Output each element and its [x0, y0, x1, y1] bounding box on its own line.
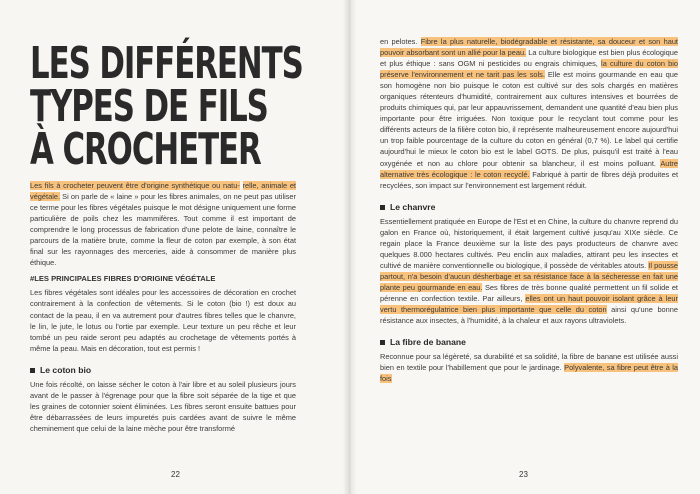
body-text: Ses fibres de très bonne qualité permettent un fil solide et pérenne en confection textile. Par ailleurs, [380, 282, 678, 304]
banane-heading-label: La fibre de banane [390, 337, 466, 348]
highlighted-text: Polyvalente, sa fibre peut être à la fois [380, 363, 679, 384]
intro-paragraph [30, 180, 296, 268]
highlighted-text: relle, animale et végétale. [30, 181, 296, 202]
banane-heading [380, 337, 678, 348]
square-bullet-icon [380, 205, 385, 210]
square-bullet-icon [30, 368, 35, 373]
body-text: Si on parle de « laine » pour les fibres animales, on ne peut pas utiliser ce terme pour les fibres végétales puisque le mot désigne uniquement une forme particulière de poils chez les mammifères. Tout comme il est important de comprendre le long processus de fabrication d'une pelote de laine, connaître le parcours de la matière brute, comme la fleur de coton par exemple, à son état final sur les rayonnages des merceries, aide à consommer de manière plus éthique. [30, 192, 296, 268]
chanvre-paragraph [380, 216, 678, 326]
coton-paragraph: Une fois récolté, on laisse sécher le coton à l'air libre et au soleil plusieurs jours avant de le passer à l'égrenage pour que la fibre soit séparée de la tige et que les graines de cotonnier soient éliminées. Les fibres seront ensuite battues pour être débarrassées de leurs impuretés puis cardées avant de suivre le même cheminement que celui de la laine mèche pour être transformé [30, 379, 296, 433]
highlighted-text: Il pousse partout, n'a besoin d'aucun désherbage et sa résistance face à la sécheresse en fait une plante peu gourmande en eau. [380, 260, 678, 292]
highlighted-text: la culture du coton bio préserve l'environnement et ne tarit pas les sols. [380, 59, 678, 80]
page-number: 22 [171, 470, 180, 479]
highlighted-text: Les fils à crocheter peuvent être d'origine synthétique ou natu- [30, 181, 240, 190]
right-page [350, 0, 700, 494]
title-line-3: À CROCHETER [30, 124, 261, 175]
left-text-column [30, 180, 296, 434]
body-text: La culture biologique est bien plus écologique et plus éthique : sans OGM ni pesticides ou engrais chimiques, [380, 48, 678, 69]
banane-paragraph [380, 351, 678, 384]
chanvre-heading-label: Le chanvre [390, 201, 436, 212]
highlighted-text: Autre alternative très écologique : le coton recyclé. [380, 158, 678, 179]
page-number: 23 [519, 470, 528, 479]
page-title [30, 38, 303, 175]
title-line-2: TYPES DE FILS [30, 81, 268, 132]
chanvre-heading [380, 202, 678, 213]
highlighted-text: Fibre la plus naturelle, biodégradable et résistante, sa douceur et son haut pouvoir absorbant sont un allié pour la peau. [380, 37, 678, 58]
body-text: ainsi qu'une bonne résistance aux insectes, à l'humidité, à la chaleur et aux rayons ultraviolets. [380, 305, 678, 326]
body-text: Reconnue pour sa légèreté, sa durabilité et sa solidité, la fibre de banane est utilisée aussi bien en textile pour l'habillement que pour le jardinage. [380, 352, 678, 373]
coton-continued-paragraph [380, 36, 678, 191]
section-subheading: #LES PRINCIPALES FIBRES D'ORIGINE VÉGÉTALE [30, 274, 216, 284]
square-bullet-icon [380, 340, 385, 345]
title-line-1: LES DIFFÉRENTS [30, 38, 303, 89]
body-text: Fabriqué à partir de fibres déjà produites et recyclées, son impact sur l'environnement est largement réduit. [380, 169, 678, 190]
body-text: Elle est moins gourmande en eau que son homogène non bio puisque le coton est cultivé sur des sols chargés en matières organiques rétenteurs d'humidité, contrairement aux cultures intensives et bourrées de produits chimiques qui, par leur appauvrissement, demandent une quantité d'eau bien plus importante pour être irriguées. Non toxique pour le recyclant tout comme pour les différents acteurs de la filière coton bio, il représente malheureusement encore aujourd'hui un trop faible pourcentage de la culture du coton en général (0,7 %). Le label qui certifie aujourd'hui le mieux le coton bio est le label GOTS. De plus, puisqu'il est traité à l'eau oxygénée et non au chlore pour obtenir sa blancheur, il est moins polluant. [380, 70, 678, 168]
right-text-column [380, 36, 678, 384]
plant-fibres-paragraph: Les fibres végétales sont idéales pour les accessoires de décoration en crochet contrairement à la confection de vêtements. Si le coton (bio !) est doux au contact de la peau, il en va autrement pour d'autres fibres telles que le chanvre, le lin, le jute, le lotus ou l'ortie par exemple. Leur texture un peu rêche et leur tombé un peu raide seront peu adaptés au crochetage de vêtements portés à même la peau. Mais en décoration, tout est permis ! [30, 288, 296, 353]
body-text: Essentiellement pratiquée en Europe de l'Est et en Chine, la culture du chanvre reprend du galon en France où, historiquement, il était largement cultivé jusqu'au XIXe siècle. Ce regain place la France deuxième sur la liste des pays producteurs de chanvre avec quelques 8.000 hectares cultivés. Peu enclin aux maladies, attirant peu les insectes et cultivé de manière conventionnelle ou biologique, il possède de véritables atouts. [380, 216, 678, 270]
book-gutter [343, 0, 357, 494]
coton-heading-label: Le coton bio [40, 364, 92, 375]
coton-heading [30, 365, 296, 376]
body-text: en pelotes. [380, 37, 421, 46]
highlighted-text: elles ont un haut pouvoir isolant grâce à leur vertu thermorégulatrice bien plus importante que celle du coton [380, 294, 678, 315]
